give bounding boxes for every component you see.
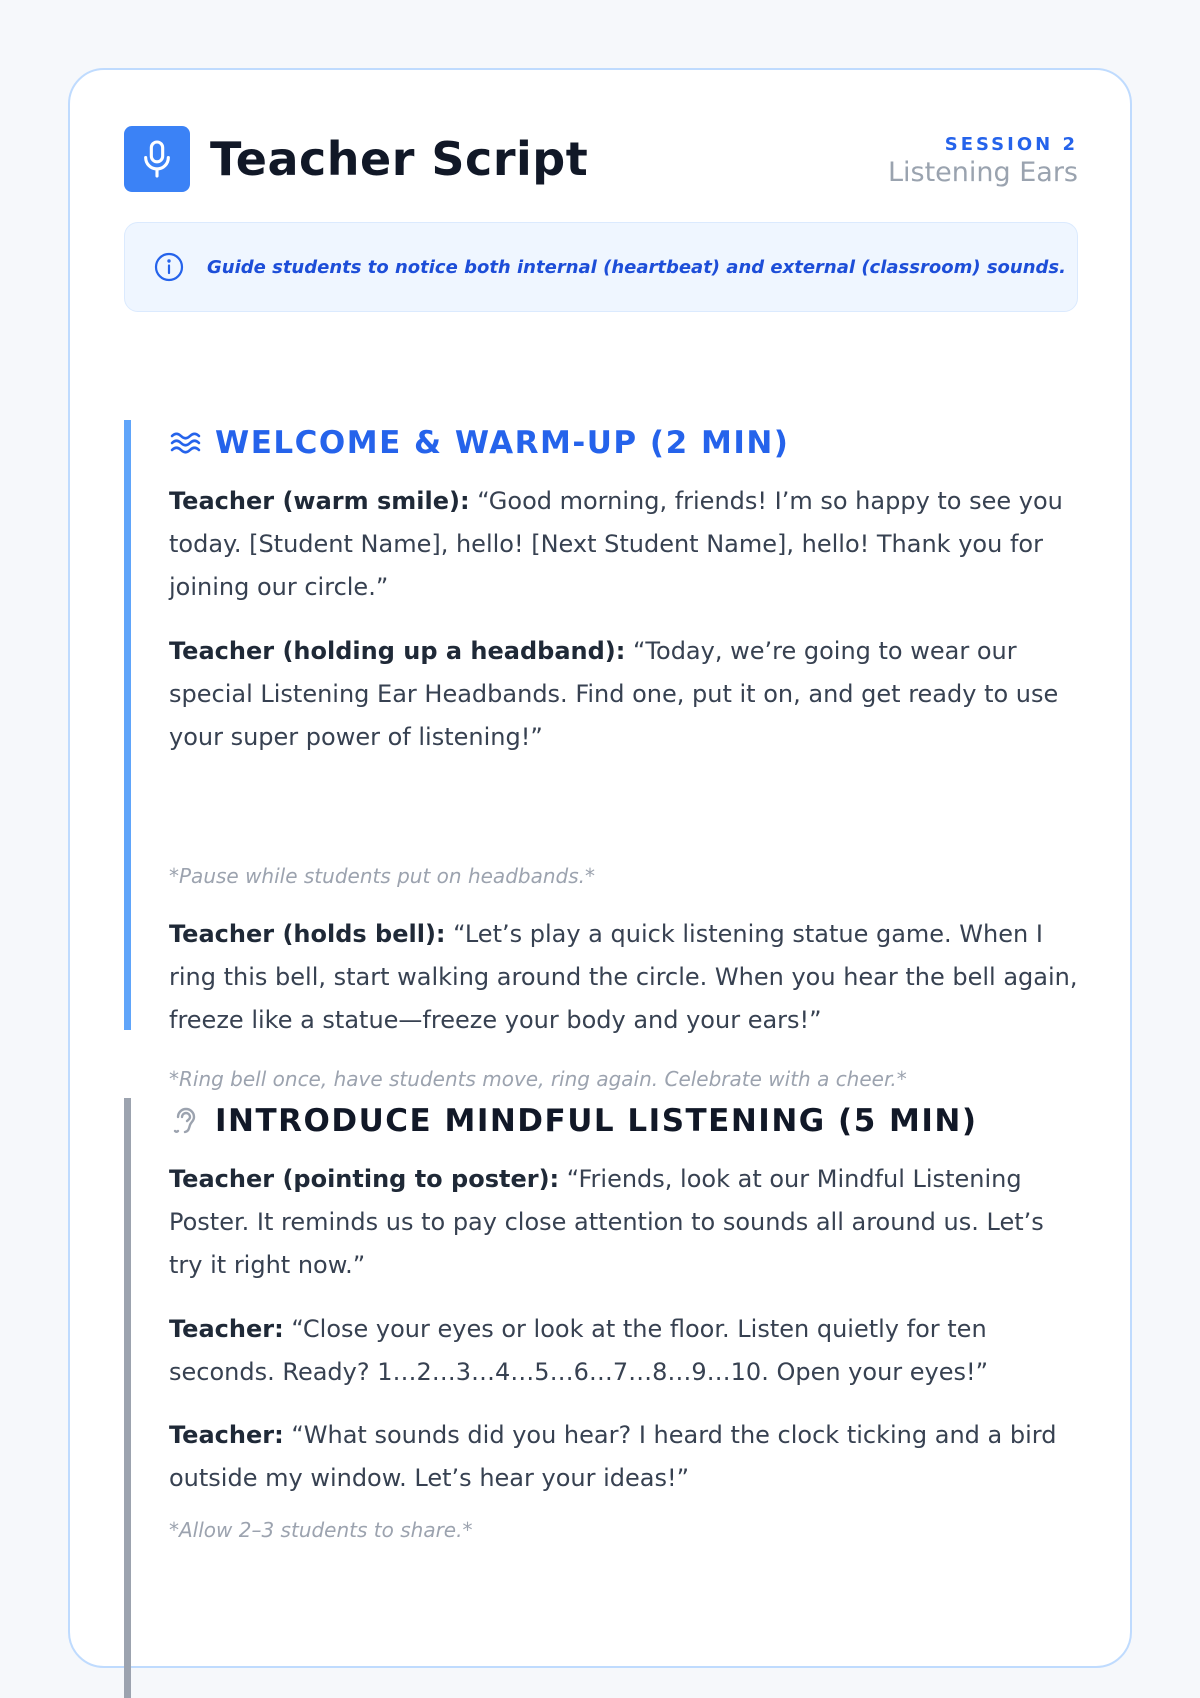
spoken-text: “Today, we’re going to wear our special Listening Ear Headbands. Find one, put it on, and get ready to use your super power of listening!” — [169, 637, 1059, 751]
ear-icon — [169, 1104, 203, 1138]
section-header — [169, 420, 789, 466]
script-paragraph — [169, 1308, 1079, 1394]
waves-icon — [169, 428, 203, 458]
speaker-label: Teacher: — [169, 1421, 284, 1449]
section-title: WELCOME & WARM-UP (2 MIN) — [215, 425, 790, 461]
header — [124, 126, 1078, 192]
stage-direction: *Ring bell once, have students move, ring again. Celebrate with a cheer.* — [169, 1067, 907, 1091]
speaker-label: Teacher (warm smile): — [169, 487, 470, 515]
session-name: Listening Ears — [887, 157, 1078, 188]
section-header — [169, 1098, 978, 1144]
speaker-label: Teacher: — [169, 1315, 284, 1343]
section-introduce-mindful-listening — [124, 1098, 1078, 1698]
guidance-note-text: Guide students to notice both internal (heartbeat) and external (classroom) sounds. — [207, 256, 1066, 278]
script-paragraph — [169, 1158, 1079, 1287]
spoken-text: “Good morning, friends! I’m so happy to see you today. [Student Name], hello! [Next Student Name], hello! Thank you for joining our circle.” — [169, 487, 1063, 601]
section-welcome-warm-up — [124, 420, 1078, 1091]
stage-direction: *Pause while students put on headbands.* — [169, 864, 595, 888]
spoken-text: “Close your eyes or look at the floor. Listen quietly for ten seconds. Ready? 1…2…3…4…5…6…7…8…9…10. Open your eyes!” — [169, 1315, 989, 1386]
page-title: Teacher Script — [210, 132, 589, 186]
script-paragraph — [169, 913, 1079, 1042]
speaker-label: Teacher (holds bell): — [169, 920, 446, 948]
spoken-text: “What sounds did you hear? I heard the clock ticking and a bird outside my window. Let’s hear your ideas!” — [169, 1421, 1057, 1492]
script-paragraph — [169, 630, 1079, 759]
section-title: INTRODUCE MINDFUL LISTENING (5 MIN) — [215, 1103, 978, 1139]
speaker-label: Teacher (holding up a headband): — [169, 637, 626, 665]
script-paragraph — [169, 480, 1079, 609]
spoken-text: “Friends, look at our Mindful Listening Poster. It reminds us to pay close attention to sounds all around us. Let’s try it right now.” — [169, 1165, 1044, 1279]
microphone-icon — [124, 126, 190, 192]
info-icon — [153, 251, 185, 283]
session-label: SESSION 2 — [944, 134, 1078, 155]
speaker-label: Teacher (pointing to poster): — [169, 1165, 560, 1193]
session-info — [888, 134, 1078, 190]
guidance-note — [124, 222, 1078, 312]
teacher-script-card — [68, 68, 1132, 1668]
spoken-text: “Let’s play a quick listening statue game. When I ring this bell, start walking around the circle. When you hear the bell again, freeze like a statue—freeze your body and your ears!” — [169, 920, 1078, 1034]
script-paragraph — [169, 1414, 1079, 1500]
stage-direction: *Allow 2–3 students to share.* — [169, 1518, 473, 1542]
